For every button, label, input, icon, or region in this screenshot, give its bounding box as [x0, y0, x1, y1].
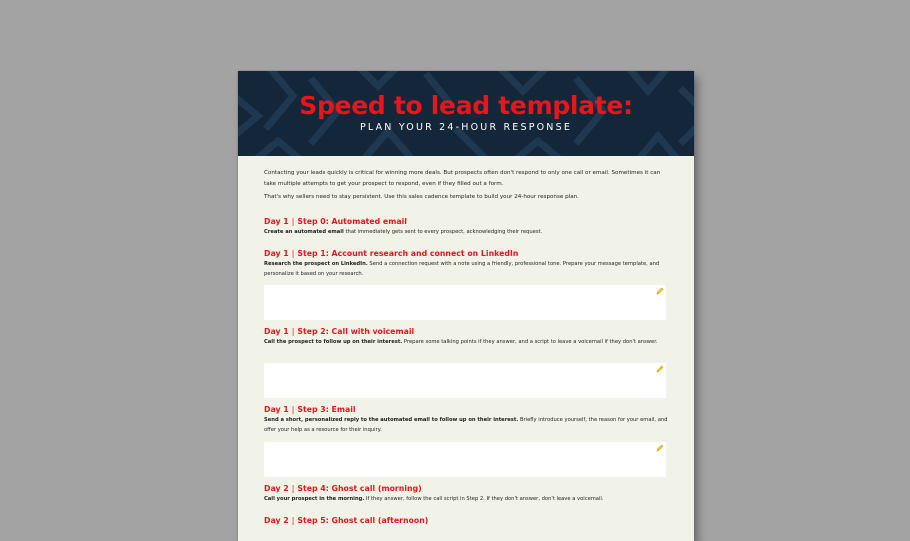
- step-description: Create an automated email that immediately gets sent to every prospect, acknowledging their request.: [264, 229, 543, 235]
- step-description: Send a short, personalized reply to the automated email to follow up on their interest. Briefly introduce yourself, the reason for your email, and offer your help as a resource for their inquiry.: [264, 417, 668, 433]
- step-heading: Day 2 | Step 4: Ghost call (morning): [264, 484, 422, 493]
- step-heading: Day 1 | Step 0: Automated email: [264, 217, 407, 226]
- header-banner: [238, 71, 694, 156]
- step-heading: Day 1 | Step 2: Call with voicemail: [264, 327, 415, 336]
- answer-input-box[interactable]: [264, 442, 666, 477]
- step-section: [264, 249, 668, 279]
- page-title: Speed to lead template:: [299, 91, 633, 120]
- step-description: Call the prospect to follow up on their interest. Prepare some talking points if they answer, and a script to leave a voicemail if they don't answer.: [264, 339, 658, 345]
- step-section: [264, 484, 668, 505]
- step-heading: Day 1 | Step 3: Email: [264, 405, 356, 414]
- answer-input-box[interactable]: [264, 363, 666, 398]
- document-page: [238, 71, 694, 541]
- intro-paragraph: Contacting your leads quickly is critical for winning more deals. But prospects often don't respond to only one call or email. Sometimes it can take multiple attempts to get your prospect to respond, even if they filled out a form.: [264, 170, 661, 187]
- pencil-icon: [656, 365, 664, 373]
- step-heading: Day 2 | Step 5: Ghost call (afternoon): [264, 516, 429, 525]
- pencil-icon: [656, 287, 664, 295]
- step-description: Call your prospect in the morning. If they answer, follow the call script in Step 2. If they don't answer, don't leave a voicemail.: [264, 496, 604, 502]
- step-heading: Day 1 | Step 1: Account research and connect on LinkedIn: [264, 249, 519, 258]
- content-area: [264, 168, 668, 525]
- pencil-icon: [656, 444, 664, 452]
- step-section: [264, 327, 668, 348]
- page-subtitle: PLAN YOUR 24-HOUR RESPONSE: [359, 122, 573, 133]
- intro-paragraph: That's why sellers need to stay persistent. Use this sales cadence template to build your 24-hour response plan.: [264, 194, 579, 200]
- step-section: [264, 217, 668, 238]
- step-section: [264, 405, 668, 435]
- step-section: [264, 516, 668, 526]
- answer-input-box[interactable]: [264, 285, 666, 320]
- step-description: Research the prospect on LinkedIn. Send a connection request with a note using a friendly, professional tone. Prepare your message template, and personalize it based on your research.: [264, 261, 660, 277]
